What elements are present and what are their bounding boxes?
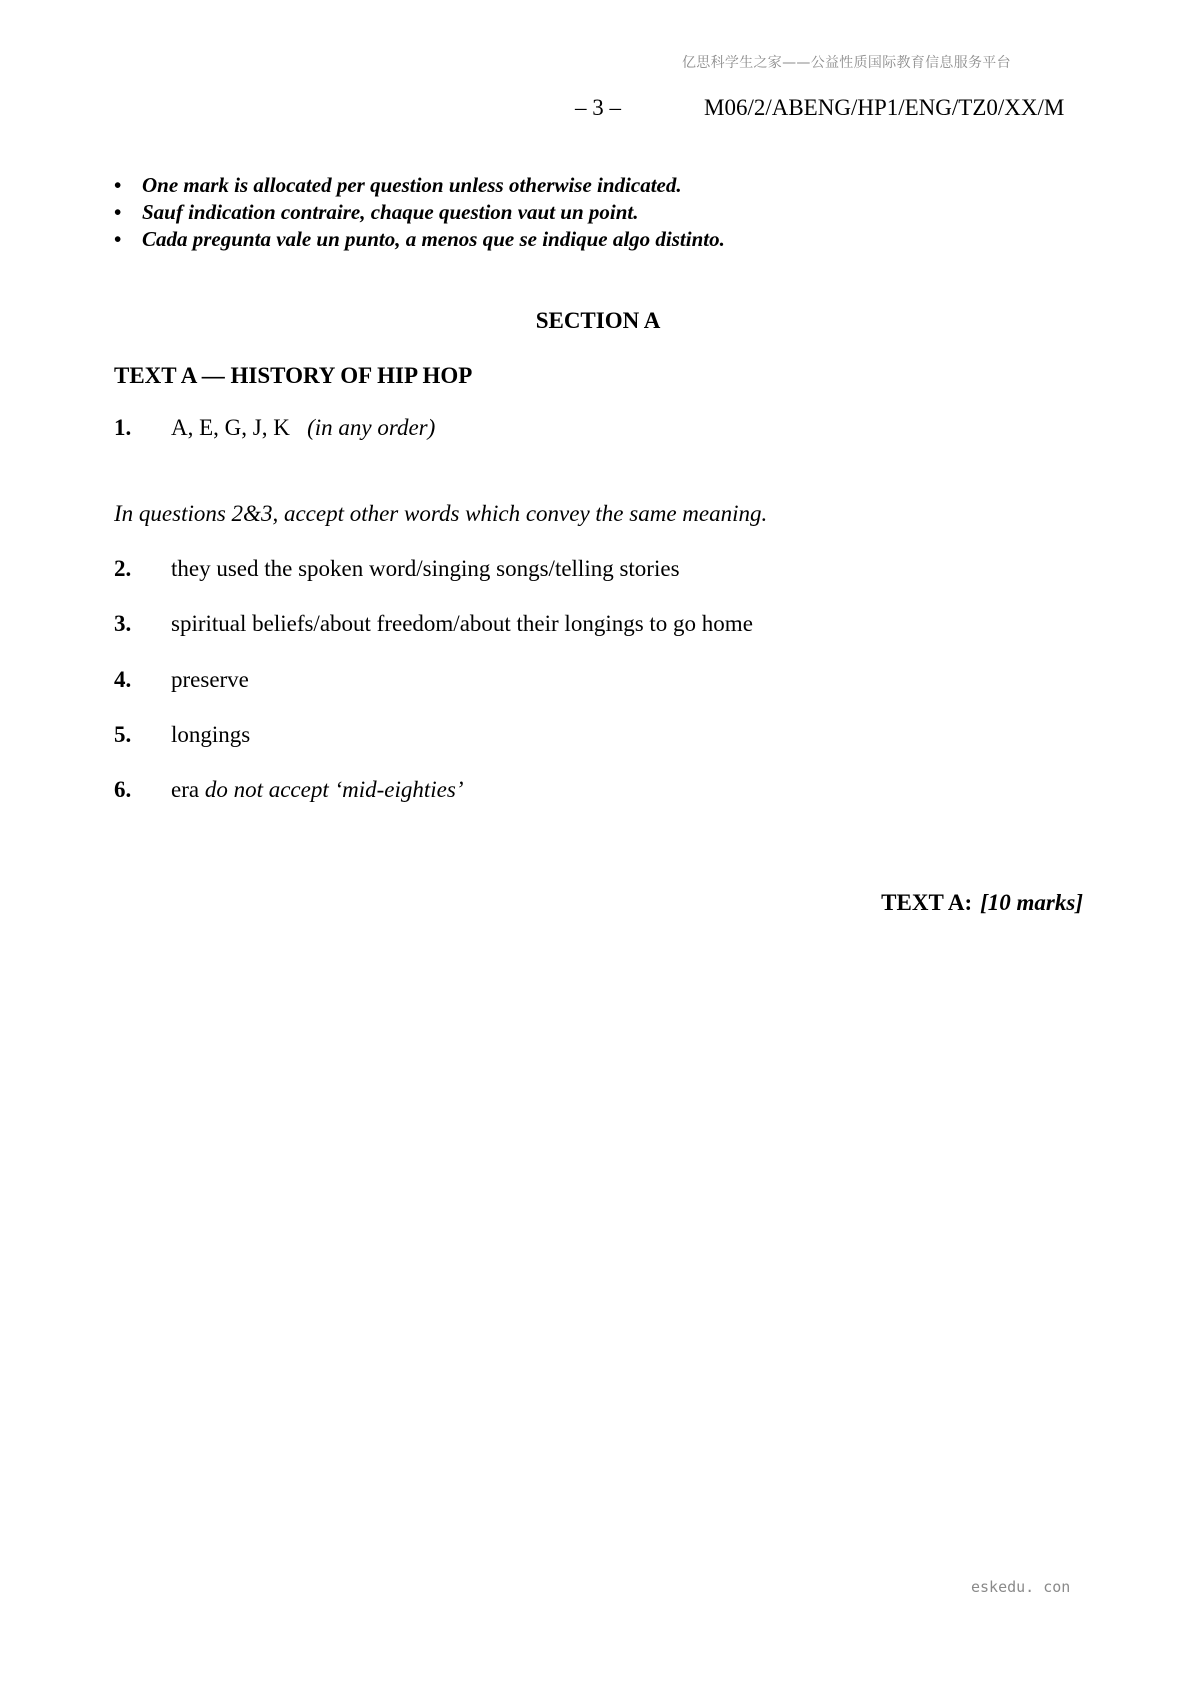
instruction-english: • One mark is allocated per question unless otherwise indicated. xyxy=(112,172,725,199)
answer-text: longings xyxy=(171,722,251,747)
answer-3 xyxy=(114,611,753,637)
section-heading: SECTION A xyxy=(535,308,661,333)
answer-number: 6. xyxy=(114,777,132,802)
answer-number: 5. xyxy=(114,722,132,747)
answer-text: preserve xyxy=(171,667,249,692)
text-heading: TEXT A — HISTORY OF HIP HOP xyxy=(114,363,473,388)
answer-number: 1. xyxy=(114,415,132,440)
answer-number: 2. xyxy=(114,556,132,581)
total-marks: [10 marks] xyxy=(980,890,1083,915)
marking-instructions xyxy=(112,172,725,253)
answer-text: A, E, G, J, K xyxy=(171,415,290,440)
answer-2 xyxy=(114,556,680,582)
answer-note: do not accept ‘mid-eighties’ xyxy=(204,777,464,802)
document-code: M06/2/ABENG/HP1/ENG/TZ0/XX/M xyxy=(704,95,1065,120)
answer-6 xyxy=(114,777,464,803)
answer-note: (in any order) xyxy=(307,415,436,440)
answer-number: 3. xyxy=(114,611,132,636)
text-a-total xyxy=(881,890,1083,916)
answer-text: spiritual beliefs/about freedom/about their longings to go home xyxy=(171,611,753,636)
instruction-spanish: • Cada pregunta vale un punto, a menos que se indique algo distinto. xyxy=(112,226,725,253)
page-number: – 3 – xyxy=(575,95,621,120)
answer-1 xyxy=(114,415,435,441)
answer-number: 4. xyxy=(114,667,132,692)
total-label: TEXT A: xyxy=(881,890,973,915)
answer-5 xyxy=(114,722,250,748)
questions-note: In questions 2&3, accept other words which convey the same meaning. xyxy=(114,501,768,526)
watermark-bottom: eskedu. con xyxy=(971,1578,1071,1596)
answer-4 xyxy=(114,667,249,693)
answer-text: they used the spoken word/singing songs/telling stories xyxy=(171,556,680,581)
instruction-french: • Sauf indication contraire, chaque question vaut un point. xyxy=(112,199,725,226)
watermark-top: 亿思科学生之家——公益性质国际教育信息服务平台 xyxy=(682,55,1011,71)
answer-text: era xyxy=(171,777,200,802)
